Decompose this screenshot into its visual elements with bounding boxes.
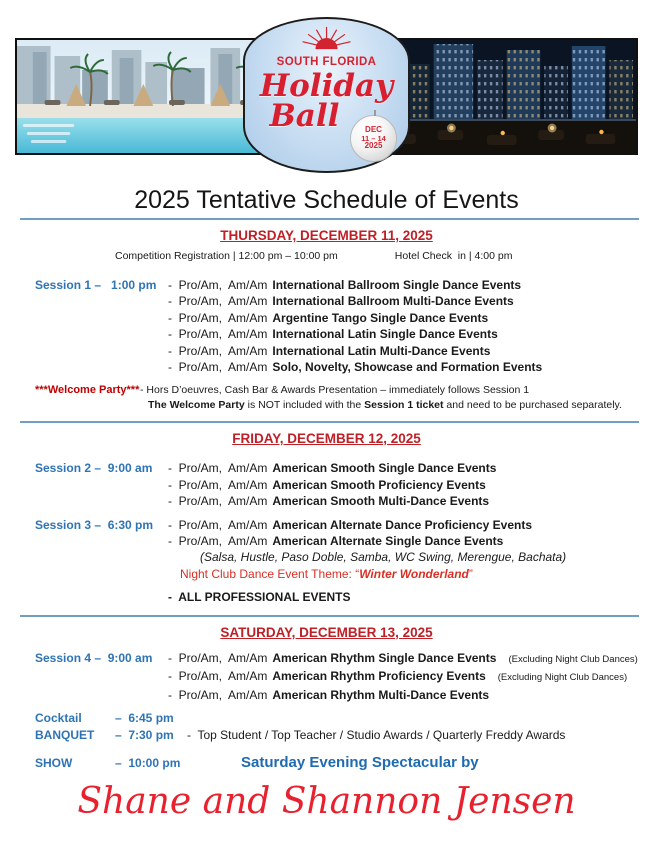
- nightclub-theme: Winter Wonderland: [359, 567, 469, 582]
- competition-registration: Competition Registration | 12:00 pm – 10:00 pm: [115, 250, 338, 262]
- saturday-heading: SATURDAY, DECEMBER 13, 2025: [220, 624, 433, 640]
- header-banner: [0, 0, 653, 176]
- event-item: [168, 277, 542, 293]
- event-item: [168, 359, 542, 375]
- cocktail-label: Cocktail: [35, 711, 82, 726]
- event-item: [168, 687, 638, 703]
- event-prefix: - Pro/Am, Am/Am: [168, 669, 268, 684]
- event-name: Solo, Novelty, Showcase and Formation Events: [272, 360, 543, 375]
- event-name: American Alternate Single Dance Events: [272, 534, 504, 549]
- event-prefix: - Pro/Am, Am/Am: [168, 650, 268, 665]
- ornament-line2: 11 – 14: [361, 133, 386, 143]
- event-name: American Rhythm Single Dance Events: [272, 650, 497, 665]
- event-item: [168, 650, 638, 668]
- welcome-text-1: is NOT included with the: [244, 398, 365, 411]
- show-time: – 10:00 pm: [115, 756, 181, 771]
- banquet-awards-text: - Top Student / Top Teacher / Studio Awards / Quarterly Freddy Awards: [187, 727, 566, 742]
- event-prefix: - Pro/Am, Am/Am: [168, 278, 268, 292]
- session-3-block: [0, 517, 653, 606]
- welcome-bold-1: The Welcome Party: [148, 398, 245, 411]
- show-label: SHOW: [35, 756, 73, 771]
- event-note: (Excluding Night Club Dances): [508, 653, 638, 665]
- session-3-label: Session 3 – 6:30 pm: [35, 517, 154, 532]
- event-prefix: - Pro/Am, Am/Am: [168, 477, 268, 492]
- event-prefix: - Pro/Am, Am/Am: [168, 310, 268, 325]
- cocktail-row: [0, 710, 653, 727]
- event-name: International Ballroom Multi-Dance Events: [272, 294, 514, 309]
- event-item: [168, 326, 542, 342]
- event-item: [168, 668, 638, 686]
- event-name: American Rhythm Proficiency Events: [272, 669, 486, 684]
- alternate-dance-list: (Salsa, Hustle, Paso Doble, Samba, WC Swing, Merengue, Bachata): [200, 550, 567, 565]
- nightclub-theme-line: [180, 566, 566, 583]
- welcome-party-note: [0, 383, 653, 412]
- session-3-items: [168, 517, 566, 606]
- registration-row: [0, 249, 653, 263]
- session-1-items: [168, 277, 542, 375]
- banquet-time: – 7:30 pm: [115, 727, 174, 742]
- session-2-items: [168, 460, 496, 509]
- event-note: (Excluding Night Club Dances): [497, 672, 628, 684]
- session-1-label: Session 1 – 1:00 pm: [35, 278, 157, 292]
- event-name: American Smooth Multi-Dance Events: [272, 494, 490, 509]
- event-prefix: - Pro/Am, Am/Am: [168, 360, 268, 375]
- event-name: International Ballroom Single Dance Events: [272, 278, 522, 292]
- banquet-row: [0, 727, 653, 744]
- nightclub-suffix: ”: [468, 567, 473, 582]
- cocktail-time: – 6:45 pm: [115, 711, 174, 726]
- friday-heading: FRIDAY, DECEMBER 12, 2025: [232, 431, 421, 447]
- event-item: [168, 293, 542, 309]
- event-prefix: - Pro/Am, Am/Am: [168, 687, 268, 702]
- event-name: American Rhythm Multi-Dance Events: [272, 687, 490, 702]
- event-item: [168, 477, 496, 493]
- holiday-ball-logo: [243, 17, 410, 173]
- session-4-label: Session 4 – 9:00 am: [35, 650, 153, 665]
- thursday-heading: THURSDAY, DECEMBER 11, 2025: [220, 228, 433, 243]
- hotel-check-in: Hotel Check in | 4:00 pm: [394, 250, 513, 262]
- event-name: Argentine Tango Single Dance Events: [272, 310, 489, 325]
- event-prefix: - Pro/Am, Am/Am: [168, 517, 268, 532]
- event-name: International Latin Single Dance Events: [272, 327, 498, 342]
- event-prefix: - Pro/Am, Am/Am: [168, 494, 268, 509]
- event-prefix: - Pro/Am, Am/Am: [168, 327, 268, 342]
- event-prefix: - Pro/Am, Am/Am: [168, 461, 268, 476]
- ornament-line3: 2025: [364, 141, 383, 151]
- all-professional-events: - ALL PROFESSIONAL EVENTS: [168, 590, 351, 605]
- section-divider-saturday: [20, 615, 639, 617]
- session-4-block: [0, 650, 653, 703]
- session-2-block: [0, 460, 653, 509]
- title-divider: [20, 218, 639, 220]
- event-item: [168, 533, 566, 549]
- event-name: American Alternate Dance Proficiency Events: [272, 517, 533, 532]
- welcome-bold-2: Session 1 ticket: [364, 398, 444, 411]
- ornament-icon: [350, 115, 397, 162]
- event-name: American Smooth Proficiency Events: [272, 477, 486, 492]
- event-item: [168, 460, 496, 476]
- banquet-label: BANQUET: [35, 727, 95, 742]
- page-title: 2025 Tentative Schedule of Events: [134, 186, 519, 214]
- spectacular-text: Saturday Evening Spectacular by: [241, 754, 479, 772]
- welcome-party-label: ***Welcome Party***: [35, 384, 140, 397]
- session-1-block: [0, 277, 653, 375]
- event-prefix: - Pro/Am, Am/Am: [168, 343, 268, 358]
- event-prefix: - Pro/Am, Am/Am: [168, 294, 268, 309]
- welcome-party-lines: [140, 383, 622, 412]
- performers-signature: Shane and Shannon Jensen: [77, 780, 576, 822]
- show-row: [0, 755, 653, 772]
- welcome-line-2: [148, 398, 622, 413]
- section-divider-friday: [20, 421, 639, 423]
- ornament-line1: DEC: [365, 125, 382, 135]
- logo-brand-text: SOUTH FLORIDA: [276, 56, 377, 68]
- event-name: American Smooth Single Dance Events: [272, 461, 497, 476]
- welcome-text-2: and need to be purchased separately.: [443, 398, 622, 411]
- session-4-items: [168, 650, 638, 703]
- event-item: [168, 343, 542, 359]
- event-item: [168, 310, 542, 326]
- event-item: [168, 493, 496, 509]
- event-name: International Latin Multi-Dance Events: [272, 343, 491, 358]
- session-2-label: Session 2 – 9:00 am: [35, 461, 153, 476]
- logo-script-holiday: Holiday: [259, 68, 394, 104]
- event-prefix: - Pro/Am, Am/Am: [168, 534, 268, 549]
- event-item: [168, 517, 566, 533]
- welcome-line-1: - Hors D’oeuvres, Cash Bar & Awards Presentation – immediately follows Session 1: [140, 384, 530, 397]
- logo-script-ball: Ball: [269, 98, 340, 135]
- sunburst-icon: [297, 26, 356, 50]
- nightclub-prefix: Night Club Dance Event Theme: “: [180, 567, 360, 582]
